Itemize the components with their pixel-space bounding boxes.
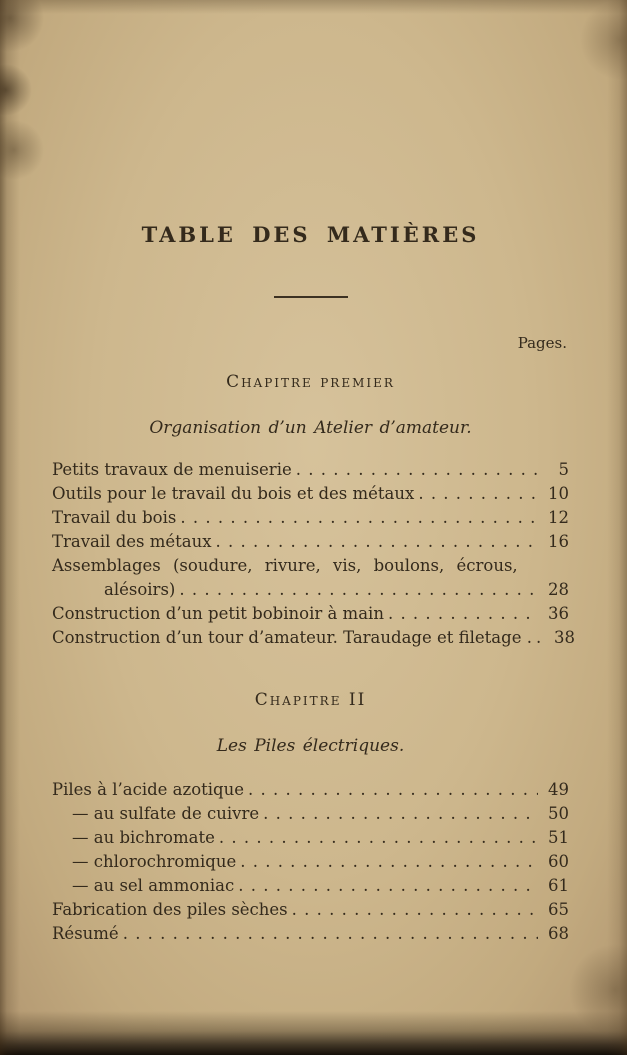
chapter-2-heading: Chapitre II (254, 690, 367, 710)
dot-leader (263, 802, 538, 826)
toc-row (52, 482, 569, 506)
page-number: 61 (548, 876, 569, 895)
page-number: 16 (548, 532, 569, 551)
page-number: 49 (548, 780, 569, 799)
dot-leader (536, 626, 544, 650)
toc-row (52, 602, 569, 626)
toc-entry-text: Petits travaux de menuiserie (52, 460, 292, 479)
toc-entry-text: Travail du bois (52, 508, 177, 527)
toc-row (52, 506, 569, 530)
toc-row (52, 874, 569, 898)
dot-leader (292, 898, 538, 922)
page-number: 50 (548, 804, 569, 823)
chapter-2-subtitle: Les Piles électriques. (216, 736, 405, 756)
dot-leader (216, 530, 538, 554)
toc-row (52, 802, 569, 826)
dot-leader (238, 874, 538, 898)
toc-row-wrapped-first-line (52, 554, 569, 578)
dot-leader (240, 850, 538, 874)
toc-entry-text: Construction d’un tour d’amateur. Taraudage et filetage . (52, 628, 532, 647)
chapter-1-toc (52, 458, 575, 650)
page-number: 65 (548, 900, 569, 919)
toc-entry-text: Fabrication des piles sèches (52, 900, 288, 919)
dot-leader (296, 458, 538, 482)
dot-leader (248, 778, 538, 802)
toc-entry-text: — chlorochromique (72, 852, 237, 871)
toc-entry-text: — au sel ammoniac (72, 876, 235, 895)
chapter-2-toc (52, 778, 569, 946)
toc-entry-text: — au bichromate (72, 828, 215, 847)
pages-column-label: Pages. (517, 334, 567, 352)
toc-row (52, 458, 569, 482)
toc-entry-text: — au sulfate de cuivre (72, 804, 260, 823)
toc-entry-text: Résumé (52, 924, 119, 943)
toc-entry-text: Travail des métaux (52, 532, 212, 551)
toc-entry-text: Construction d’un petit bobinoir à main (52, 604, 384, 623)
toc-entry-text: Outils pour le travail du bois et des métaux (52, 484, 415, 503)
page-title: TABLE DES MATIÈRES (141, 222, 480, 247)
page-number: 5 (558, 460, 569, 479)
page-number: 28 (548, 580, 569, 599)
toc-row (52, 626, 575, 650)
dot-leader (180, 506, 538, 530)
toc-row-wrapped-second-line (52, 578, 569, 602)
toc-row (52, 530, 569, 554)
page-number: 38 (553, 628, 575, 647)
chapter-1-subtitle: Organisation d’un Atelier d’amateur. (149, 418, 472, 438)
dot-leader (418, 482, 538, 506)
page-number: 51 (548, 828, 569, 847)
divider-rule (274, 296, 348, 298)
page-number: 60 (548, 852, 569, 871)
page-number: 10 (548, 484, 569, 503)
toc-entry-text: Piles à l’acide azotique (52, 780, 244, 799)
dot-leader (123, 922, 538, 946)
toc-row (52, 778, 569, 802)
toc-row (52, 850, 569, 874)
toc-row (52, 826, 569, 850)
page-number: 68 (548, 924, 569, 943)
chapter-1-heading: Chapitre premier (226, 372, 395, 392)
page-number: 12 (548, 508, 569, 527)
toc-row (52, 898, 569, 922)
toc-entry-text: Assemblages (soudure, rivure, vis, boulons, écrous, (52, 556, 518, 575)
toc-entry-text: alésoirs) (104, 580, 176, 599)
dot-leader (179, 578, 538, 602)
dot-leader (219, 826, 538, 850)
toc-row (52, 922, 569, 946)
page-number: 36 (548, 604, 569, 623)
dot-leader (388, 602, 538, 626)
